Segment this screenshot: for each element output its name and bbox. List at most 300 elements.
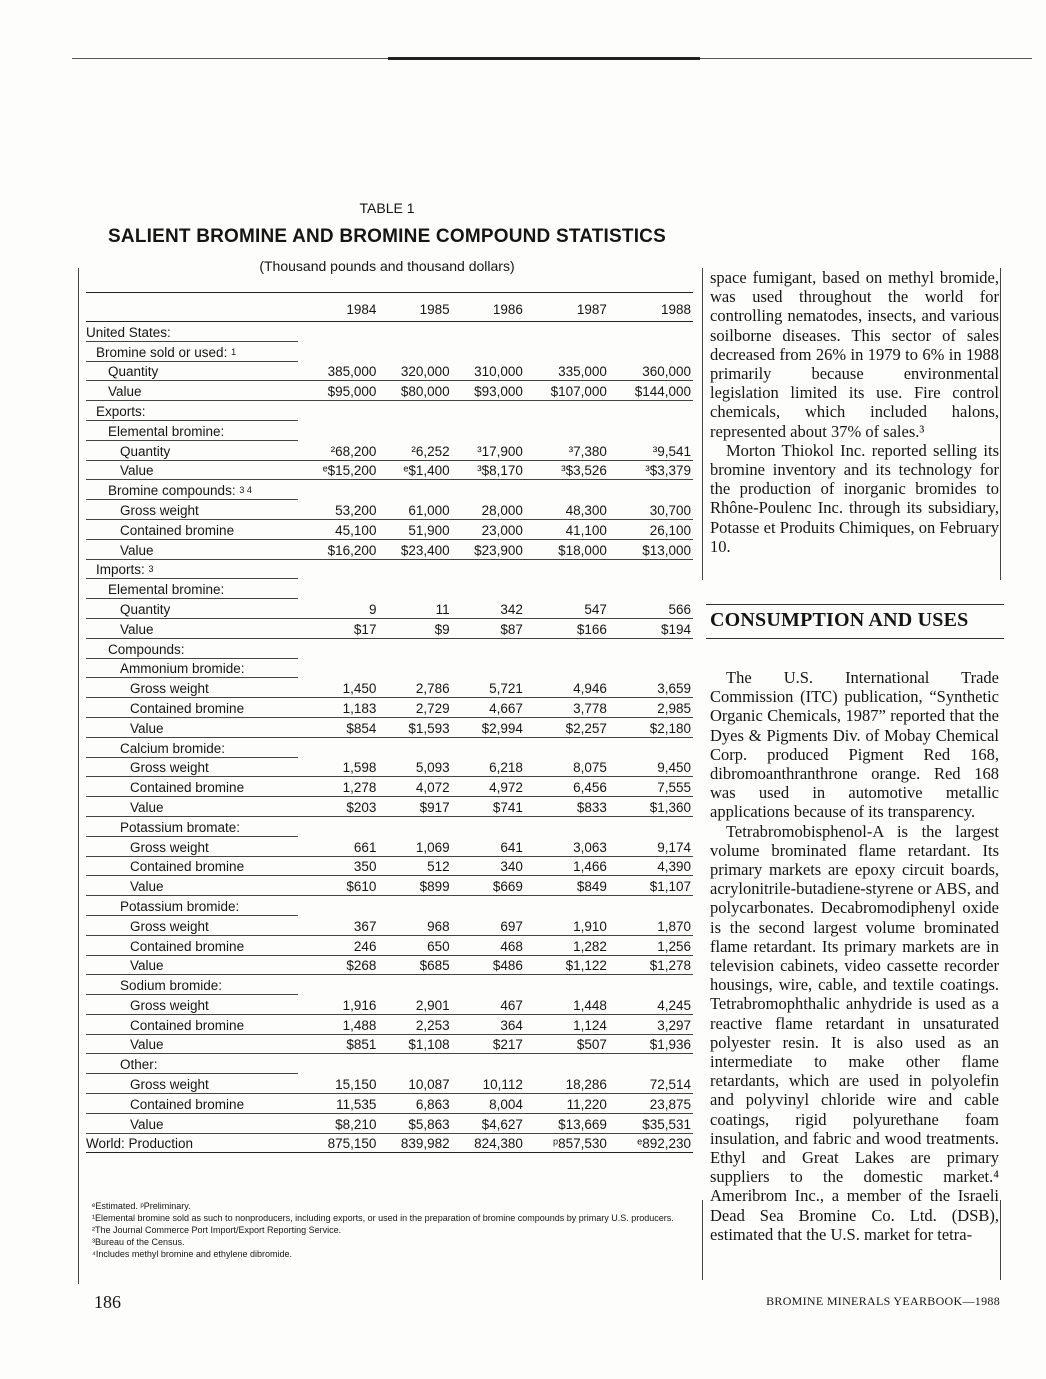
empty-cell <box>609 975 693 995</box>
empty-cell <box>525 420 609 440</box>
row-label <box>86 519 298 539</box>
table-cell: 23,000 <box>452 519 525 539</box>
row-label <box>86 1034 298 1054</box>
table-cell: $1,278 <box>609 955 693 975</box>
empty-cell <box>525 322 609 342</box>
row-label-text: Quantity <box>108 364 159 380</box>
row-label-text: Bromine compounds: <box>108 483 236 499</box>
table-cell: ³$3,379 <box>609 460 693 480</box>
table-row <box>86 1133 693 1153</box>
empty-cell <box>525 975 609 995</box>
row-label-text: Gross weight <box>130 760 209 776</box>
table-cell: $194 <box>609 618 693 638</box>
table-cell: 51,900 <box>378 519 451 539</box>
empty-cell <box>298 658 378 678</box>
table-cell: 1,916 <box>298 995 378 1015</box>
table-cell: $13,669 <box>525 1113 609 1133</box>
table-cell: $610 <box>298 876 378 896</box>
table-row <box>86 836 693 856</box>
table-cell: ᵉ892,230 <box>609 1133 693 1153</box>
row-label <box>86 717 298 737</box>
table-title: SALIENT BROMINE AND BROMINE COMPOUND STATISTICS <box>108 226 666 247</box>
empty-cell <box>378 401 451 421</box>
table-cell: 385,000 <box>298 361 378 381</box>
table-header-row <box>86 293 693 322</box>
table-cell: 41,100 <box>525 519 609 539</box>
table-cell: 10,087 <box>378 1074 451 1094</box>
empty-cell <box>525 579 609 599</box>
table-cell: 3,063 <box>525 836 609 856</box>
empty-cell <box>609 420 693 440</box>
table-cell: 9,450 <box>609 757 693 777</box>
table-cell: 2,985 <box>609 698 693 718</box>
table-cell: 15,150 <box>298 1074 378 1094</box>
empty-cell <box>452 658 525 678</box>
table-cell: 6,218 <box>452 757 525 777</box>
empty-cell <box>525 816 609 836</box>
table-cell: 661 <box>298 836 378 856</box>
row-label <box>86 1014 298 1034</box>
empty-cell <box>298 896 378 916</box>
table-row <box>86 876 693 896</box>
empty-cell <box>609 638 693 658</box>
row-label <box>86 1074 298 1094</box>
empty-cell <box>298 420 378 440</box>
table-cell: 1,448 <box>525 995 609 1015</box>
row-label <box>86 381 298 401</box>
table-section-row <box>86 341 693 361</box>
table-cell: 468 <box>452 935 525 955</box>
column-rule <box>702 268 703 580</box>
table-cell: $23,400 <box>378 539 451 559</box>
table-cell: 4,667 <box>452 698 525 718</box>
row-label <box>86 915 298 935</box>
row-label <box>86 618 298 638</box>
table-cell: $1,108 <box>378 1034 451 1054</box>
table-cell: $17 <box>298 618 378 638</box>
row-label <box>86 797 298 817</box>
empty-cell <box>452 480 525 500</box>
row-label-text: Value <box>130 1116 164 1132</box>
table-cell: ²6,252 <box>378 440 451 460</box>
table-cell: 360,000 <box>609 361 693 381</box>
table-row <box>86 361 693 381</box>
row-label-text: Contained bromine <box>130 938 245 954</box>
table-section-row <box>86 896 693 916</box>
empty-cell <box>298 579 378 599</box>
table-cell: 650 <box>378 935 451 955</box>
row-label <box>86 678 298 698</box>
empty-cell <box>298 816 378 836</box>
row-label-text: Value <box>108 384 142 400</box>
empty-cell <box>378 816 451 836</box>
row-label-text: Quantity <box>120 601 171 617</box>
empty-cell <box>525 480 609 500</box>
table-cell: 18,286 <box>525 1074 609 1094</box>
table-row <box>86 757 693 777</box>
row-label-text: Value <box>120 463 154 479</box>
empty-cell <box>452 401 525 421</box>
empty-cell <box>298 638 378 658</box>
table-cell: 641 <box>452 836 525 856</box>
row-label <box>86 1113 298 1133</box>
empty-cell <box>609 816 693 836</box>
paragraph: space fumigant, based on methyl bromide, was used throughout the world for controlling nematodes, insects, and various soilborne diseases. This sector of sales decreased from 26% in 1979 to 6% in 1988 primarily because environmental legislation limited its use. Fire control chemicals, which included halons, represented about 37% of sales.³ <box>710 268 999 441</box>
empty-cell <box>452 896 525 916</box>
table-section-row <box>86 401 693 421</box>
table-cell: 1,598 <box>298 757 378 777</box>
table-cell: 3,778 <box>525 698 609 718</box>
empty-cell <box>525 559 609 579</box>
table-cell: 4,972 <box>452 777 525 797</box>
row-label-text: Value <box>130 1037 164 1053</box>
empty-cell <box>609 480 693 500</box>
row-label-text: Gross weight <box>130 1077 209 1093</box>
row-label-text: Value <box>130 879 164 895</box>
table-cell: 2,901 <box>378 995 451 1015</box>
empty-cell <box>378 559 451 579</box>
row-label <box>86 876 298 896</box>
empty-cell <box>609 737 693 757</box>
table-cell: 26,100 <box>609 519 693 539</box>
table-cell: 72,514 <box>609 1074 693 1094</box>
row-label <box>86 1054 298 1074</box>
table-left-rule <box>78 268 79 1284</box>
table-footnotes <box>92 1200 697 1260</box>
year-header: 1986 <box>452 293 525 322</box>
row-label-text: World: Production <box>86 1136 194 1152</box>
footnote: ᵉEstimated. ᵖPreliminary. <box>92 1201 191 1211</box>
row-label <box>86 599 298 619</box>
paragraph: Tetrabromobisphenol-A is the largest volume brominated flame retardant. Its primary markets are epoxy circuit boards, acrylonitrile-butadiene-styrene or ABS, and polycarbonates. Decabromodiphenyl oxide is the second largest volume brominated flame retardant. Its primary markets are in television cabinets, video cassette recorder housings, wire, cable, and textile coatings. Tetrabromophthalic anhydride is used as a reactive flame retardant in unsaturated polyester resin. It is also used as an intermediate to make other flame retardants, which are used in polyolefin and polyvinyl chloride wire and cable coatings, rigid polyurethane foam insulation, and fabric and wood treatments. Ethyl and Great Lakes are primary suppliers to the domestic market.⁴ Ameribrom Inc., a member of the Israeli Dead Sea Bromine Co. Ltd. (DSB), estimated that the U.S. market for tetra- <box>710 821 999 1244</box>
footnote-marker: 3 <box>148 564 154 575</box>
table-body <box>86 322 693 1153</box>
empty-cell <box>525 1054 609 1074</box>
table-cell: $854 <box>298 717 378 737</box>
table-cell: 4,072 <box>378 777 451 797</box>
table-cell: 1,488 <box>298 1014 378 1034</box>
table-cell: 4,390 <box>609 856 693 876</box>
top-rule-accent <box>388 57 700 60</box>
table-cell: 45,100 <box>298 519 378 539</box>
table-row <box>86 1094 693 1114</box>
table-cell: $8,210 <box>298 1113 378 1133</box>
table-cell: 3,659 <box>609 678 693 698</box>
empty-cell <box>378 480 451 500</box>
table-cell: 1,278 <box>298 777 378 797</box>
row-label <box>86 559 298 579</box>
table-cell: 1,450 <box>298 678 378 698</box>
footnote: ¹Elemental bromine sold as such to nonproducers, including exports, or used in the preparation of bromine compounds by primary U.S. producers. <box>92 1213 674 1223</box>
table-row <box>86 678 693 698</box>
table-cell: $268 <box>298 955 378 975</box>
table-section-row <box>86 322 693 342</box>
table-cell: ³$3,526 <box>525 460 609 480</box>
table-row <box>86 1034 693 1054</box>
table-section-row <box>86 420 693 440</box>
row-label <box>86 816 298 836</box>
row-label-text: Contained bromine <box>130 1096 245 1112</box>
row-label <box>86 658 298 678</box>
table-section-row <box>86 638 693 658</box>
row-label-text: Value <box>120 542 154 558</box>
table-cell: $899 <box>378 876 451 896</box>
table-cell: 30,700 <box>609 500 693 520</box>
row-label <box>86 737 298 757</box>
empty-cell <box>378 658 451 678</box>
table-row <box>86 955 693 975</box>
table-cell: 335,000 <box>525 361 609 381</box>
table-section-row <box>86 579 693 599</box>
table-cell: 2,253 <box>378 1014 451 1034</box>
empty-cell <box>378 579 451 599</box>
empty-cell <box>525 341 609 361</box>
row-label <box>86 1094 298 1114</box>
empty-cell <box>298 341 378 361</box>
table-row <box>86 797 693 817</box>
row-label-text: Value <box>130 720 164 736</box>
row-label <box>86 1133 298 1153</box>
table-cell: 342 <box>452 599 525 619</box>
table-cell: 7,555 <box>609 777 693 797</box>
section-heading: CONSUMPTION AND USES <box>706 604 1004 639</box>
empty-cell <box>452 322 525 342</box>
row-label <box>86 995 298 1015</box>
table-cell: 350 <box>298 856 378 876</box>
table-cell: 9,174 <box>609 836 693 856</box>
table-cell: $741 <box>452 797 525 817</box>
table-cell: 11 <box>378 599 451 619</box>
column-rule-outer <box>1000 268 1001 580</box>
table-cell: 1,910 <box>525 915 609 935</box>
table-cell: 23,875 <box>609 1094 693 1114</box>
empty-cell <box>298 737 378 757</box>
row-label-text: Contained bromine <box>130 859 245 875</box>
table-cell: $4,627 <box>452 1113 525 1133</box>
row-label-text: Elemental bromine: <box>108 582 225 598</box>
table-cell: $5,863 <box>378 1113 451 1133</box>
row-label-text: Value <box>130 799 164 815</box>
table-cell: 11,535 <box>298 1094 378 1114</box>
table-cell: $1,936 <box>609 1034 693 1054</box>
year-header: 1987 <box>525 293 609 322</box>
table-cell: 340 <box>452 856 525 876</box>
table-cell: $107,000 <box>525 381 609 401</box>
empty-cell <box>452 559 525 579</box>
year-header: 1985 <box>378 293 451 322</box>
table-cell: 8,075 <box>525 757 609 777</box>
table-section-row <box>86 737 693 757</box>
table-cell: $18,000 <box>525 539 609 559</box>
table-cell: $2,180 <box>609 717 693 737</box>
table-cell: $1,107 <box>609 876 693 896</box>
table-row <box>86 995 693 1015</box>
table-cell: 467 <box>452 995 525 1015</box>
table-cell: 968 <box>378 915 451 935</box>
empty-cell <box>609 559 693 579</box>
empty-cell <box>378 975 451 995</box>
empty-cell <box>298 322 378 342</box>
table-cell: 246 <box>298 935 378 955</box>
table-section-row <box>86 1054 693 1074</box>
table-section-row <box>86 816 693 836</box>
empty-cell <box>452 1054 525 1074</box>
empty-cell <box>378 1054 451 1074</box>
row-label <box>86 836 298 856</box>
table-cell: 364 <box>452 1014 525 1034</box>
table-cell: 10,112 <box>452 1074 525 1094</box>
empty-cell <box>609 658 693 678</box>
row-label <box>86 698 298 718</box>
table-cell: $80,000 <box>378 381 451 401</box>
row-label-text: Imports: <box>96 562 145 578</box>
table-cell: ᵉ$1,400 <box>378 460 451 480</box>
table-cell: 367 <box>298 915 378 935</box>
empty-cell <box>609 896 693 916</box>
table-cell: $166 <box>525 618 609 638</box>
row-label <box>86 757 298 777</box>
table-cell: 8,004 <box>452 1094 525 1114</box>
table-row <box>86 618 693 638</box>
empty-cell <box>378 322 451 342</box>
table-cell: $685 <box>378 955 451 975</box>
table-cell: 875,150 <box>298 1133 378 1153</box>
table-cell: 839,982 <box>378 1133 451 1153</box>
empty-cell <box>525 638 609 658</box>
empty-cell <box>525 896 609 916</box>
row-label-text: Gross weight <box>130 997 209 1013</box>
table-row <box>86 1113 693 1133</box>
table-row <box>86 519 693 539</box>
table-cell: 5,093 <box>378 757 451 777</box>
row-label <box>86 955 298 975</box>
empty-cell <box>609 1054 693 1074</box>
empty-cell <box>609 341 693 361</box>
empty-cell <box>378 420 451 440</box>
right-column-body <box>710 668 999 1244</box>
table-cell: 512 <box>378 856 451 876</box>
table-cell: $23,900 <box>452 539 525 559</box>
empty-cell <box>609 401 693 421</box>
table-row <box>86 1074 693 1094</box>
table-cell: $833 <box>525 797 609 817</box>
table-cell: $1,122 <box>525 955 609 975</box>
row-label-text: Calcium bromide: <box>120 740 226 756</box>
table-cell: 5,721 <box>452 678 525 698</box>
footnote-marker: 3 4 <box>239 485 252 496</box>
table-row <box>86 599 693 619</box>
row-label <box>86 579 298 599</box>
row-label <box>86 440 298 460</box>
row-label-text: Gross weight <box>130 839 209 855</box>
table-cell: 824,380 <box>452 1133 525 1153</box>
table-row <box>86 500 693 520</box>
empty-cell <box>609 579 693 599</box>
empty-cell <box>298 975 378 995</box>
table-row <box>86 717 693 737</box>
footnote: ⁴Includes methyl bromine and ethylene dibromide. <box>92 1249 292 1259</box>
empty-cell <box>298 1054 378 1074</box>
row-label <box>86 401 298 421</box>
table-cell: 1,069 <box>378 836 451 856</box>
header-blank <box>86 293 298 322</box>
table-cell: 1,124 <box>525 1014 609 1034</box>
table-cell: 28,000 <box>452 500 525 520</box>
table-cell: 1,256 <box>609 935 693 955</box>
column-rule-lower-outer <box>1000 1200 1001 1280</box>
table-cell: 310,000 <box>452 361 525 381</box>
empty-cell <box>525 737 609 757</box>
table-cell: 2,786 <box>378 678 451 698</box>
row-label <box>86 638 298 658</box>
table-cell: 4,946 <box>525 678 609 698</box>
table-section-row <box>86 559 693 579</box>
table-cell: 566 <box>609 599 693 619</box>
table-cell: $95,000 <box>298 381 378 401</box>
empty-cell <box>378 896 451 916</box>
table-subtitle: (Thousand pounds and thousand dollars) <box>259 258 515 274</box>
row-label-text: Value <box>130 958 164 974</box>
footnote: ²The Journal Commerce Port Import/Export Reporting Service. <box>92 1225 342 1235</box>
table-cell: ᵖ857,530 <box>525 1133 609 1153</box>
table-row <box>86 381 693 401</box>
row-label-text: Quantity <box>120 443 171 459</box>
row-label-text: Contained bromine <box>130 700 245 716</box>
table-cell: 697 <box>452 915 525 935</box>
row-label <box>86 460 298 480</box>
empty-cell <box>452 816 525 836</box>
table-row <box>86 935 693 955</box>
empty-cell <box>378 341 451 361</box>
table-cell: $93,000 <box>452 381 525 401</box>
row-label-text: Potassium bromide: <box>120 898 240 914</box>
table-cell: 61,000 <box>378 500 451 520</box>
row-label-text: Compounds: <box>108 641 185 657</box>
table-cell: 6,863 <box>378 1094 451 1114</box>
table-cell: $35,531 <box>609 1113 693 1133</box>
year-header: 1988 <box>609 293 693 322</box>
empty-cell <box>452 737 525 757</box>
row-label <box>86 480 298 500</box>
table-row <box>86 460 693 480</box>
footnote: ³Bureau of the Census. <box>92 1237 185 1247</box>
table-cell: 1,183 <box>298 698 378 718</box>
row-label <box>86 539 298 559</box>
right-column-top <box>710 268 999 556</box>
table-cell: ³$8,170 <box>452 460 525 480</box>
table-cell: ³17,900 <box>452 440 525 460</box>
year-header: 1984 <box>298 293 378 322</box>
table-cell: 4,245 <box>609 995 693 1015</box>
table-cell: $507 <box>525 1034 609 1054</box>
table-cell: $1,360 <box>609 797 693 817</box>
empty-cell <box>452 420 525 440</box>
table-cell: 9 <box>298 599 378 619</box>
statistics-table <box>86 292 693 1153</box>
paragraph: Morton Thiokol Inc. reported selling its bromine inventory and its technology for the production of inorganic bromides to Rhône-Poulenc Inc. through its subsidiary, Potasse et Produits Chimiques, on February 10. <box>710 440 999 556</box>
table-row <box>86 915 693 935</box>
table-cell: 2,729 <box>378 698 451 718</box>
table-cell: $217 <box>452 1034 525 1054</box>
empty-cell <box>525 658 609 678</box>
table-cell: $2,257 <box>525 717 609 737</box>
empty-cell <box>525 401 609 421</box>
table-cell: 1,282 <box>525 935 609 955</box>
table-label: TABLE 1 <box>359 200 415 216</box>
empty-cell <box>609 322 693 342</box>
table-row <box>86 440 693 460</box>
row-label <box>86 322 298 342</box>
